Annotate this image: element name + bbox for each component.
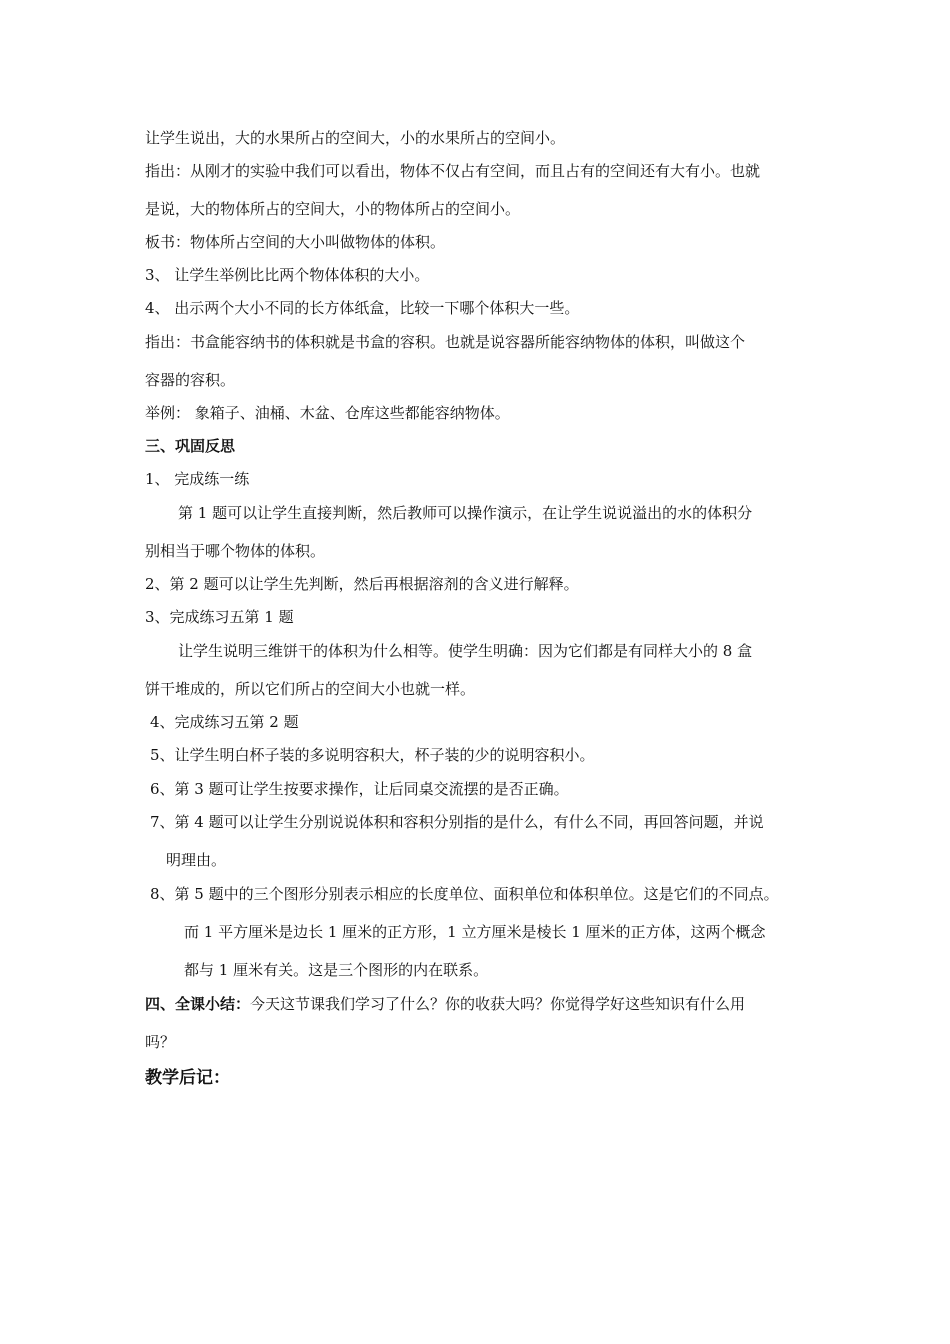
paragraph-line: 别相当于哪个物体的体积。 (145, 542, 326, 560)
paragraph-line: 举例： 象箱子、油桶、木盆、仓库这些都能容纳物体。 (145, 404, 510, 422)
list-item: 3、完成练习五第 1 题 (145, 608, 294, 626)
paragraph-line: 让学生说明三维饼干的体积为什么相等。使学生明确：因为它们都是有同样大小的 8 盒 (178, 642, 753, 660)
paragraph-line: 是说，大的物体所占的空间大，小的物体所占的空间小。 (145, 200, 521, 218)
list-item: 7、第 4 题可以让学生分别说说体积和容积分别指的是什么，有什么不同，再回答问题，并说 (150, 813, 764, 831)
list-item: 3、 让学生举例比比两个物体体积的大小。 (145, 266, 430, 284)
paragraph-line: 指出：书盒能容纳书的体积就是书盒的容积。也就是说容器所能容纳物体的体积，叫做这个 (145, 333, 746, 351)
section-heading: 四、全课小结： (145, 995, 251, 1013)
summary-line (145, 994, 825, 1014)
section-heading: 教学后记： (145, 1068, 230, 1088)
paragraph-line: 明理由。 (166, 851, 227, 869)
paragraph-line: 让学生说出，大的水果所占的空间大，小的水果所占的空间小。 (145, 129, 566, 147)
list-item: 2、第 2 题可以让学生先判断，然后再根据溶剂的含义进行解释。 (145, 575, 579, 593)
list-item: 4、完成练习五第 2 题 (150, 713, 299, 731)
paragraph-line: 指出：从刚才的实验中我们可以看出，物体不仅占有空间，而且占有的空间还有大有小。也就 (145, 162, 761, 180)
section-heading: 三、巩固反思 (145, 437, 236, 455)
paragraph-line: 都与 1 厘米有关。这是三个图形的内在联系。 (184, 961, 489, 979)
paragraph-line: 吗？ (145, 1033, 176, 1051)
list-item: 8、第 5 题中的三个图形分别表示相应的长度单位、面积单位和体积单位。这是它们的不同点。 (150, 885, 779, 903)
paragraph-line: 第 1 题可以让学生直接判断，然后教师可以操作演示，在让学生说说溢出的水的体积分 (178, 504, 753, 522)
summary-text: 今天这节课我们学习了什么？你的收获大吗？你觉得学好这些知识有什么用 (250, 995, 746, 1013)
list-item: 6、第 3 题可让学生按要求操作，让后同桌交流摆的是否正确。 (150, 780, 569, 798)
paragraph-line: 而 1 平方厘米是边长 1 厘米的正方形，1 立方厘米是棱长 1 厘米的正方体，这两个概念 (184, 923, 766, 941)
paragraph-line: 板书：物体所占空间的大小叫做物体的体积。 (145, 233, 446, 251)
list-item: 4、 出示两个大小不同的长方体纸盒，比较一下哪个体积大一些。 (145, 299, 580, 317)
list-item: 1、 完成练一练 (145, 470, 250, 488)
list-item: 5、让学生明白杯子装的多说明容积大，杯子装的少的说明容积小。 (150, 746, 595, 764)
paragraph-line: 饼干堆成的，所以它们所占的空间大小也就一样。 (145, 680, 476, 698)
paragraph-line: 容器的容积。 (145, 371, 236, 389)
